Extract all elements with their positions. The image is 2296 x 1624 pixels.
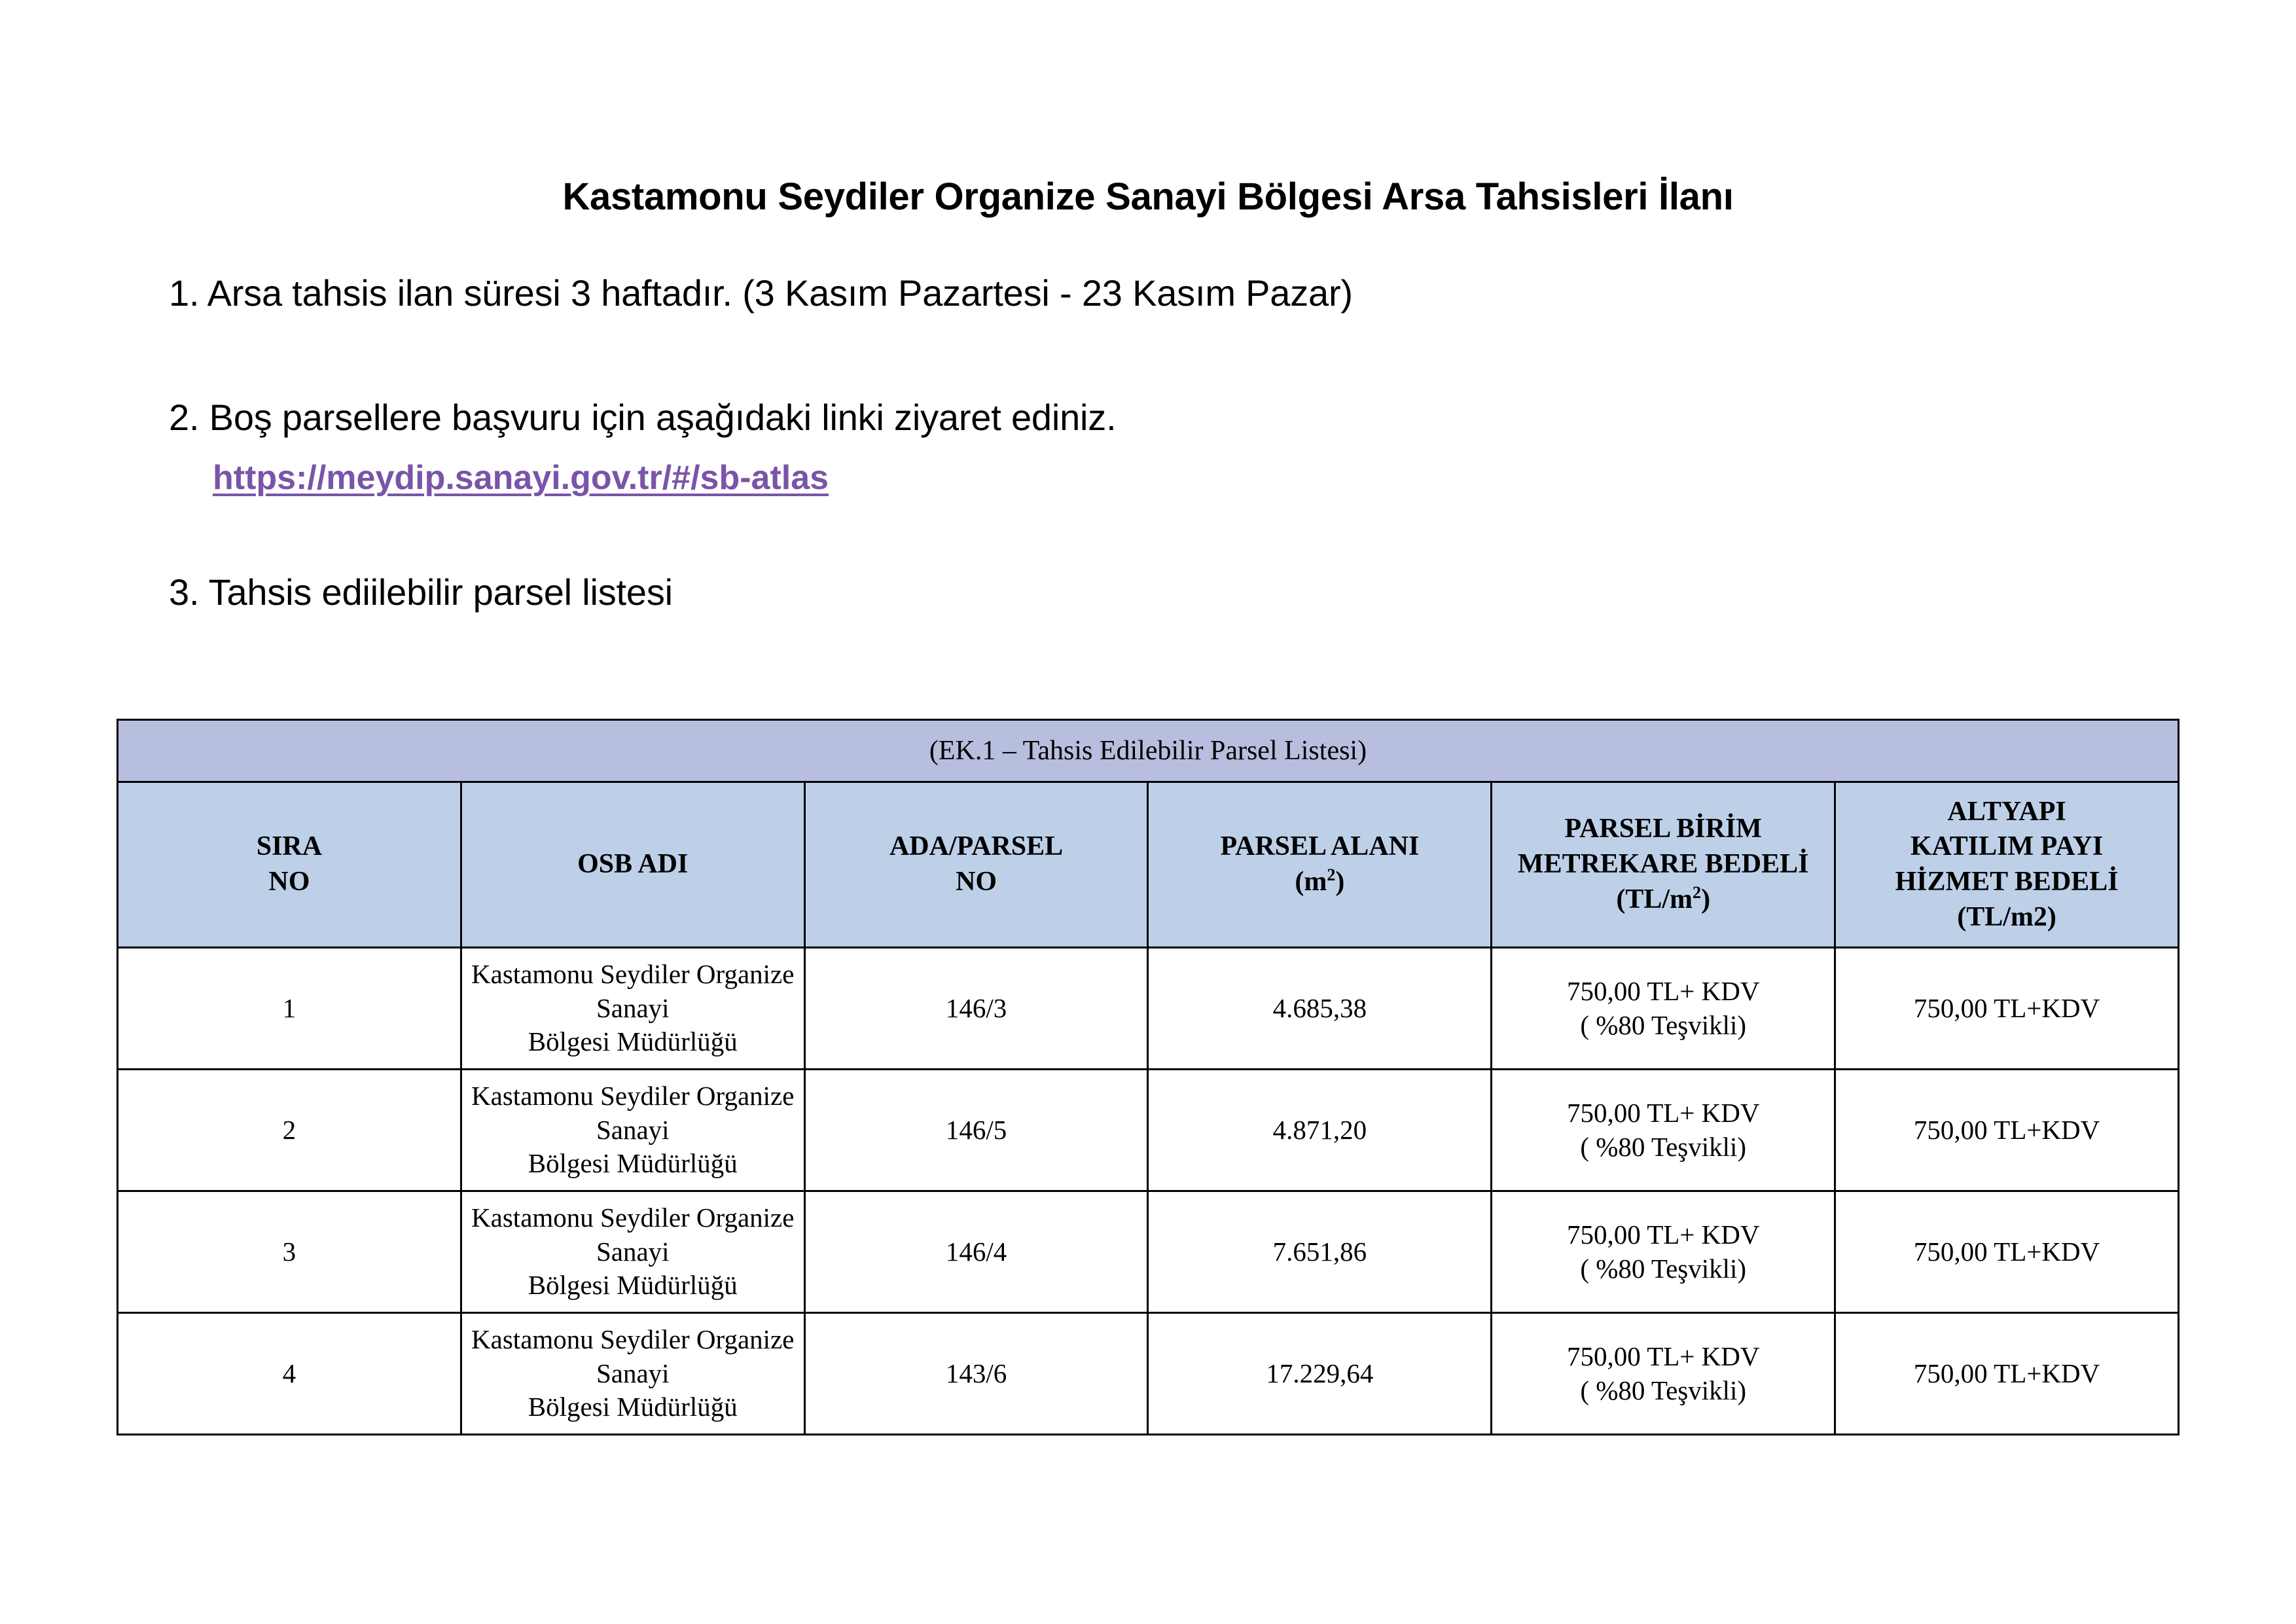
parsel-alani-unit-sup: 2 (1327, 865, 1336, 884)
table-caption: (EK.1 – Tahsis Edilebilir Parsel Listesi) (118, 720, 2179, 782)
cell-parsel-alani: 4.685,38 (1148, 948, 1492, 1070)
osb-adi-line-1: Kastamonu Seydiler Organize Sanayi (471, 1081, 795, 1145)
page-title: Kastamonu Seydiler Organize Sanayi Bölgesi Arsa Tahsisleri İlanı (562, 175, 1734, 218)
ada-parsel-line-2: NO (956, 867, 997, 897)
altyapi-line-1: ALTYAPI (1947, 796, 2066, 827)
birim-bedel-line-2: METREKARE BEDELİ (1517, 849, 1809, 880)
osb-adi-line-2: Bölgesi Müdürlüğü (528, 1270, 738, 1301)
birim-bedel-tesvik-note: ( %80 Teşvikli) (1580, 1375, 1747, 1405)
birim-bedel-unit-pre: (TL/m (1616, 884, 1693, 914)
cell-parsel-birim-bedel (1492, 1070, 1835, 1191)
altyapi-line-3: HİZMET BEDELİ (1895, 867, 2119, 897)
list-item-2: 2. Boş parsellere başvuru için aşağıdaki linki ziyaret ediniz. (169, 397, 1117, 438)
cell-altyapi-bedel: 750,00 TL+KDV (1835, 1191, 2179, 1313)
birim-bedel-line-1: PARSEL BİRİM (1564, 814, 1762, 844)
cell-ada-parsel-no: 143/6 (804, 1313, 1148, 1435)
cell-osb-adi (461, 948, 804, 1070)
cell-parsel-birim-bedel (1492, 1191, 1835, 1313)
column-header-altyapi-katilim-payi (1835, 782, 2179, 948)
cell-ada-parsel-no: 146/4 (804, 1191, 1148, 1313)
cell-parsel-alani: 17.229,64 (1148, 1313, 1492, 1435)
sira-no-line-2: NO (268, 867, 310, 897)
parsel-alani-unit-post: ) (1335, 867, 1345, 897)
table-row (118, 1313, 2179, 1435)
birim-bedel-value: 750,00 TL+ KDV (1566, 1341, 1760, 1371)
cell-altyapi-bedel: 750,00 TL+KDV (1835, 1070, 2179, 1191)
meydip-atlas-link[interactable]: https://meydip.sanayi.gov.tr/#/sb-atlas (213, 459, 829, 497)
ada-parsel-line-1: ADA/PARSEL (889, 831, 1064, 862)
osb-adi-line-1: Kastamonu Seydiler Organize Sanayi (471, 959, 795, 1023)
cell-sira-no: 1 (118, 948, 461, 1070)
column-header-osb-adi (461, 782, 804, 948)
cell-ada-parsel-no: 146/5 (804, 1070, 1148, 1191)
list-item-3: 3. Tahsis ediilebilir parsel listesi (169, 571, 673, 613)
sira-no-line-1: SIRA (256, 831, 323, 862)
altyapi-line-4: (TL/m2) (1957, 901, 2056, 932)
birim-bedel-value: 750,00 TL+ KDV (1566, 975, 1760, 1006)
parsel-alani-unit-pre: (m (1295, 867, 1327, 897)
cell-parsel-alani: 7.651,86 (1148, 1191, 1492, 1313)
cell-parsel-birim-bedel (1492, 1313, 1835, 1435)
birim-bedel-unit-post: ) (1701, 884, 1711, 914)
birim-bedel-tesvik-note: ( %80 Teşvikli) (1580, 1131, 1747, 1162)
table-row (118, 1191, 2179, 1313)
parsel-alani-line-2 (1154, 865, 1485, 900)
column-header-parsel-alani (1148, 782, 1492, 948)
cell-altyapi-bedel: 750,00 TL+KDV (1835, 1313, 2179, 1435)
cell-sira-no: 4 (118, 1313, 461, 1435)
cell-parsel-birim-bedel (1492, 948, 1835, 1070)
cell-osb-adi (461, 1191, 804, 1313)
column-header-sira-no (118, 782, 461, 948)
birim-bedel-unit-sup: 2 (1693, 882, 1702, 902)
osb-adi-line-2: Bölgesi Müdürlüğü (528, 1026, 738, 1057)
osb-adi-line-1: Kastamonu Seydiler Organize Sanayi (471, 1202, 795, 1267)
altyapi-line-2: KATILIM PAYI (1910, 831, 2104, 862)
osb-adi-label: OSB ADI (577, 849, 689, 880)
parsel-alani-line-1: PARSEL ALANI (1220, 831, 1420, 862)
cell-parsel-alani: 4.871,20 (1148, 1070, 1492, 1191)
column-header-parsel-birim-bedel (1492, 782, 1835, 948)
cell-osb-adi (461, 1313, 804, 1435)
birim-bedel-tesvik-note: ( %80 Teşvikli) (1580, 1253, 1747, 1284)
cell-ada-parsel-no: 146/3 (804, 948, 1148, 1070)
table-header-row (118, 782, 2179, 948)
cell-altyapi-bedel: 750,00 TL+KDV (1835, 948, 2179, 1070)
cell-sira-no: 2 (118, 1070, 461, 1191)
cell-sira-no: 3 (118, 1191, 461, 1313)
birim-bedel-value: 750,00 TL+ KDV (1566, 1219, 1760, 1250)
table-caption-row (118, 720, 2179, 782)
birim-bedel-line-3 (1498, 882, 1829, 918)
list-item-1: 1. Arsa tahsis ilan süresi 3 haftadır. (3 Kasım Pazartesi - 23 Kasım Pazar) (169, 272, 1353, 314)
table-row (118, 1070, 2179, 1191)
column-header-ada-parsel-no (804, 782, 1148, 948)
osb-adi-line-1: Kastamonu Seydiler Organize Sanayi (471, 1324, 795, 1388)
birim-bedel-tesvik-note: ( %80 Teşvikli) (1580, 1009, 1747, 1040)
table-row (118, 948, 2179, 1070)
cell-osb-adi (461, 1070, 804, 1191)
osb-adi-line-2: Bölgesi Müdürlüğü (528, 1148, 738, 1179)
parcel-list-table (117, 719, 2179, 1435)
osb-adi-line-2: Bölgesi Müdürlüğü (528, 1392, 738, 1422)
birim-bedel-value: 750,00 TL+ KDV (1566, 1097, 1760, 1128)
